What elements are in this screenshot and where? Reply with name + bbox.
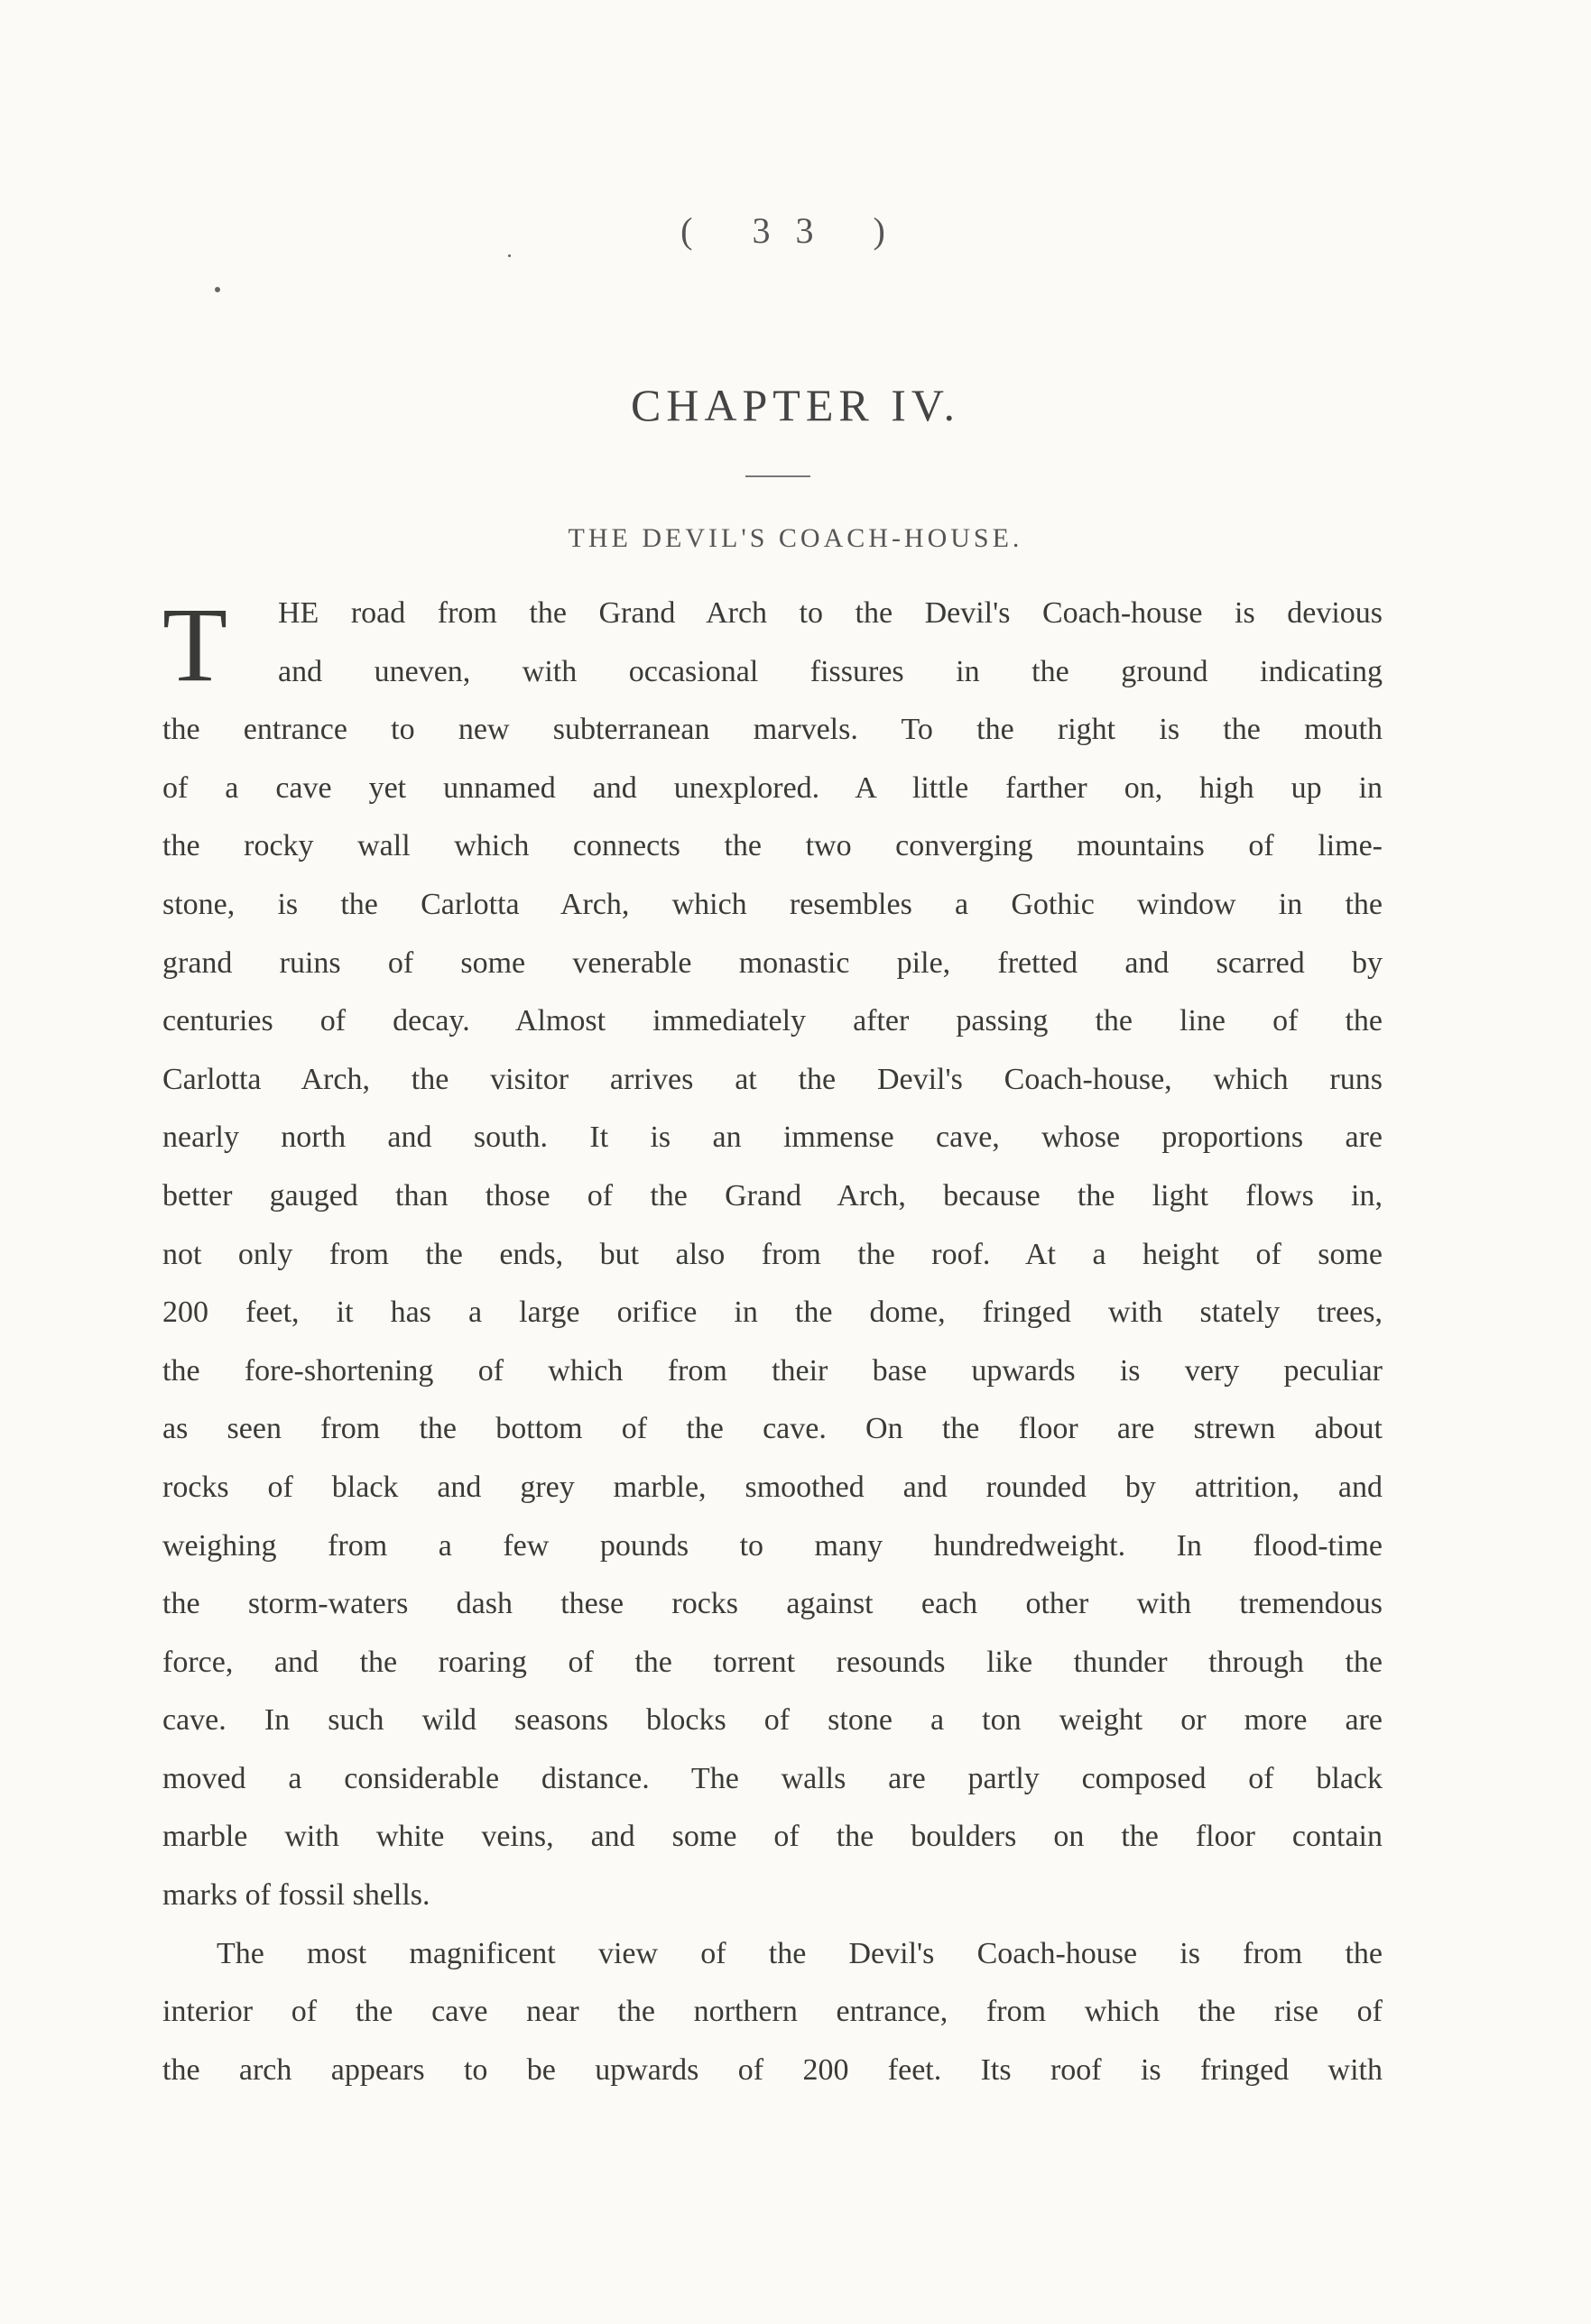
text-line: grand ruins of some venerable monastic pile, fretted and scarred by bbox=[162, 945, 1383, 980]
stray-ink-dot bbox=[215, 287, 220, 292]
page-number: ( 33 ) bbox=[680, 210, 911, 251]
body-text bbox=[162, 585, 1383, 2099]
text-line: The most magnificent view of the Devil's Coach-house is from the bbox=[217, 1936, 1383, 1970]
text-line: the storm-waters dash these rocks against each other with tremendous bbox=[162, 1587, 1383, 1621]
text-line: and uneven, with occasional fissures in the ground indicating bbox=[278, 654, 1383, 688]
text-line: interior of the cave near the northern entrance, from which the rise of bbox=[162, 1995, 1383, 2029]
text-line: as seen from the bottom of the cave. On the floor are strewn about bbox=[162, 1412, 1383, 1446]
stray-ink-dot bbox=[508, 254, 511, 257]
text-line: HE road from the Grand Arch to the Devil's Coach-house is devious bbox=[278, 596, 1383, 630]
text-line: stone, is the Carlotta Arch, which resembles a Gothic window in the bbox=[162, 887, 1383, 921]
text-line: of a cave yet unnamed and unexplored. A little farther on, high up in bbox=[162, 770, 1383, 805]
text-line: moved a considerable distance. The walls are partly composed of black bbox=[162, 1761, 1383, 1795]
text-line: rocks of black and grey marble, smoothed and rounded by attrition, and bbox=[162, 1470, 1383, 1504]
text-line: nearly north and south. It is an immense cave, whose proportions are bbox=[162, 1120, 1383, 1155]
title-rule bbox=[745, 475, 810, 477]
text-line: the rocky wall which connects the two converging mountains of lime- bbox=[162, 829, 1383, 863]
text-line: marble with white veins, and some of the boulders on the floor contain bbox=[162, 1820, 1383, 1854]
text-line: force, and the roaring of the torrent resounds like thunder through the bbox=[162, 1645, 1383, 1679]
text-line: the arch appears to be upwards of 200 feet. Its roof is fringed with bbox=[162, 2052, 1383, 2087]
text-line: marks of fossil shells. bbox=[162, 1878, 430, 1913]
section-heading: THE DEVIL'S COACH-HOUSE. bbox=[568, 523, 1023, 553]
chapter-title: CHAPTER IV. bbox=[630, 380, 961, 430]
text-line: 200 feet, it has a large orifice in the dome, fringed with stately trees, bbox=[162, 1296, 1383, 1330]
text-line: centuries of decay. Almost immediately after passing the line of the bbox=[162, 1004, 1383, 1038]
text-line: the fore-shortening of which from their base upwards is very peculiar bbox=[162, 1353, 1383, 1388]
text-line: Carlotta Arch, the visitor arrives at the Devil's Coach-house, which runs bbox=[162, 1062, 1383, 1096]
text-line: cave. In such wild seasons blocks of stone a ton weight or more are bbox=[162, 1703, 1383, 1738]
text-line: the entrance to new subterranean marvels. To the right is the mouth bbox=[162, 713, 1383, 747]
text-line: weighing from a few pounds to many hundredweight. In flood-time bbox=[162, 1528, 1383, 1563]
text-line: better gauged than those of the Grand Arch, because the light flows in, bbox=[162, 1178, 1383, 1213]
drop-cap: T bbox=[162, 586, 228, 704]
text-line: not only from the ends, but also from the roof. At a height of some bbox=[162, 1237, 1383, 1271]
